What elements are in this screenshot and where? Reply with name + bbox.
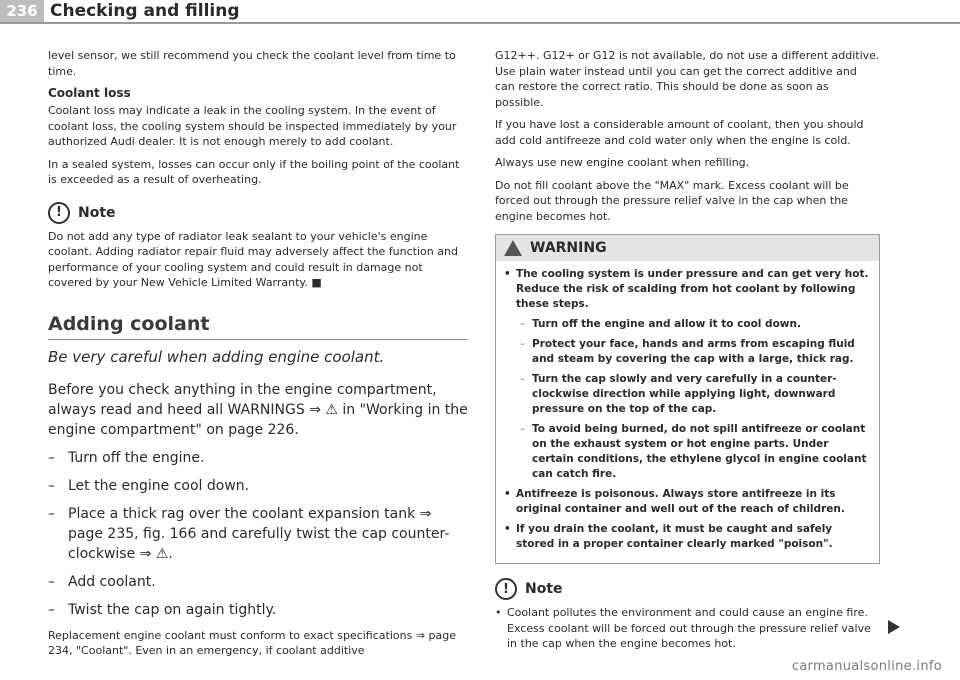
warning-bullet: • If you drain the coolant, it must be caught and safely stored in a proper container clearly marked "poison".: [504, 523, 833, 550]
steps-list: [48, 448, 468, 620]
note-label: Note: [525, 581, 563, 597]
right-column: [495, 48, 880, 659]
page-number: 236: [0, 0, 44, 22]
heading-rule: [48, 339, 468, 340]
continue-arrow-icon: [888, 620, 900, 634]
intro-paragraph: level sensor, we still recommend you check the coolant level from time to time.: [48, 49, 456, 78]
lost-coolant-paragraph: If you have lost a considerable amount of coolant, then you should add cold antifreeze and cold water only when the engine is cold.: [495, 118, 864, 147]
left-column: [48, 48, 468, 666]
new-coolant-paragraph: Always use new engine coolant when refilling.: [495, 156, 750, 169]
replacement-paragraph: Replacement engine coolant must conform to exact specifications ⇒ page 234, "Coolant". Even in an emergency, if coolant additive: [48, 628, 457, 657]
adding-paragraph: Before you check anything in the engine compartment, always read and heed all WARNINGS ⇒ ⚠ in "Working in the engine compartment" on page 226.: [48, 381, 468, 438]
list-item: – Add coolant.: [48, 573, 156, 590]
coolant-loss-heading: Coolant loss: [48, 86, 131, 100]
warning-body: [496, 261, 879, 563]
warning-step: – Protect your face, hands and arms from escaping fluid and steam by covering the cap with a large, thick rag.: [520, 338, 855, 365]
list-item: – Twist the cap on again tightly.: [48, 601, 277, 618]
warning-step: – To avoid being burned, do not spill antifreeze or coolant on the exhaust system or hot engine parts. Under certain conditions, the ethylene glycol in engine coolant can catch fire.: [520, 423, 867, 480]
list-item: – Turn off the engine.: [48, 449, 205, 466]
list-item: – Place a thick rag over the coolant expansion tank ⇒ page 235, fig. 166 and carefully twist the cap counter-clockwise ⇒ ⚠.: [48, 505, 450, 562]
max-mark-paragraph: Do not fill coolant above the "MAX" mark. Excess coolant will be forced out through the pressure relief valve in the cap when the engine becomes hot.: [495, 178, 849, 223]
section-title: Checking and filling: [50, 1, 240, 21]
note-heading: [48, 202, 468, 224]
adding-intro: Be very careful when adding engine coolant.: [48, 347, 385, 366]
note-bullet: • Coolant pollutes the environment and could cause an engine fire. Excess coolant will be forced out through the pressure relief valve in the cap when the engine becomes hot.: [495, 606, 871, 650]
note-heading: [495, 578, 880, 600]
warning-bullet: • Antifreeze is poisonous. Always store antifreeze in its original container and well out of the reach of children.: [504, 488, 845, 515]
coolant-loss-paragraph: Coolant loss may indicate a leak in the cooling system. In the event of coolant loss, the cooling system should be inspected immediately by your authorized Audi dealer. It is not enough merely to add coolant.: [48, 104, 457, 148]
note-text: Do not add any type of radiator leak sealant to your vehicle's engine coolant. Adding radiator repair fluid may adversely affect the function and performance of your cooling system and could result in damage not covered by your New Vehicle Limited Warranty. ■: [48, 229, 458, 289]
list-item: – Let the engine cool down.: [48, 477, 250, 494]
watermark: carmanualsonline.info: [791, 659, 942, 674]
note-icon: !: [48, 202, 70, 224]
header-rule: [0, 22, 960, 24]
note-label: Note: [78, 204, 116, 221]
note-icon: !: [495, 578, 517, 600]
warning-box: [495, 234, 880, 564]
page-header: [0, 0, 960, 24]
adding-coolant-heading: Adding coolant: [48, 312, 210, 335]
warning-step: – Turn the cap slowly and very carefully in a counter-clockwise direction while applying light, downward pressure on the top of the cap.: [520, 373, 837, 415]
sealed-system-paragraph: In a sealed system, losses can occur only if the boiling point of the coolant is exceeded as a result of overheating.: [48, 157, 460, 186]
warning-header: [496, 235, 879, 261]
warning-icon: [504, 240, 522, 256]
warning-step: – Turn off the engine and allow it to cool down.: [520, 318, 801, 330]
warning-lead: • The cooling system is under pressure and can get very hot. Reduce the risk of scalding from hot coolant by following these steps.: [504, 268, 869, 310]
warning-label: WARNING: [530, 240, 607, 256]
additive-paragraph: G12++. G12+ or G12 is not available, do not use a different additive. Use plain water instead until you can get the correct additive and can restore the correct ratio. This should be done as soon as possible.: [495, 49, 880, 109]
